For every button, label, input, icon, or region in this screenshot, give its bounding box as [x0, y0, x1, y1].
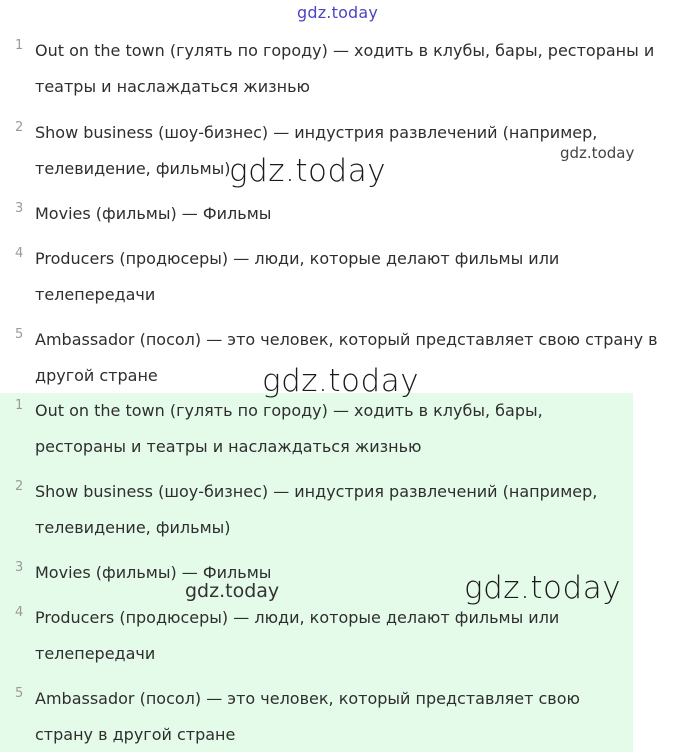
watermark: gdz.today	[464, 570, 622, 606]
item-number: 1	[15, 398, 24, 413]
item-text: Movies (фильмы) — Фильмы	[35, 204, 272, 223]
item-number: 5	[15, 686, 24, 701]
item-text: Producers (продюсеры) — люди, которые делают фильмы или телепередачи	[35, 608, 560, 663]
item-number: 1	[15, 38, 24, 53]
answer-list-1	[0, 33, 680, 393]
watermark: gdz.today	[262, 363, 420, 399]
watermark-top: gdz.today	[297, 3, 379, 22]
item-number: 4	[15, 246, 24, 261]
item-text: Ambassador (посол) — это человек, который представляет свою страну в другой стране	[35, 689, 580, 744]
item-text: Show business (шоу-бизнес) — индустрия развлечений (например, телевидение, фильмы)	[35, 123, 598, 178]
item-text: Ambassador (посол) — это человек, который представляет свою страну в другой стране	[35, 330, 658, 385]
item-text: Movies (фильмы) — Фильмы	[35, 563, 272, 582]
item-number: 2	[15, 120, 24, 135]
item-number: 3	[15, 201, 24, 216]
watermark: gdz.today	[229, 153, 387, 189]
item-text: Show business (шоу-бизнес) — индустрия развлечений (например, телевидение, фильмы)	[35, 482, 598, 537]
watermark: gdz.today	[185, 580, 280, 602]
item-number: 3	[15, 560, 24, 575]
item-number: 5	[15, 327, 24, 342]
item-number: 4	[15, 605, 24, 620]
item-number: 2	[15, 479, 24, 494]
item-text: Out on the town (гулять по городу) — ходить в клубы, бары, рестораны и театры и наслаждаться жизнью	[35, 401, 543, 456]
watermark: gdz.today	[560, 144, 635, 162]
item-text: Out on the town (гулять по городу) — ходить в клубы, бары, рестораны и театры и наслаждаться жизнью	[35, 41, 655, 96]
item-text: Producers (продюсеры) — люди, которые делают фильмы или телепередачи	[35, 249, 560, 304]
